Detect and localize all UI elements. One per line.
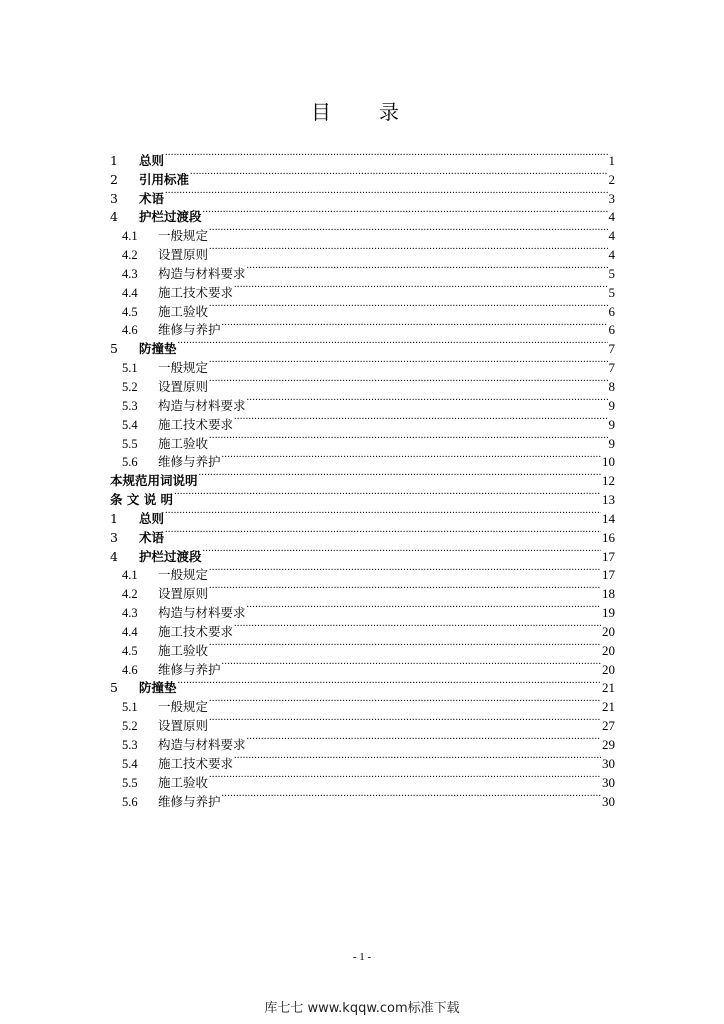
dot-leader bbox=[234, 410, 607, 429]
dot-leader bbox=[199, 466, 601, 485]
toc-entry-page: 2 bbox=[608, 171, 615, 187]
toc-entry-page: 4 bbox=[608, 247, 615, 263]
dot-leader bbox=[247, 391, 608, 410]
toc-entry-number: 5.3 bbox=[122, 738, 138, 752]
toc-entry-number: 4.1 bbox=[122, 568, 138, 583]
toc-entry-page: 30 bbox=[602, 755, 615, 771]
toc-entry-title: 维修与养护 bbox=[158, 322, 221, 338]
dot-leader bbox=[165, 504, 601, 523]
toc-entry-title: 总则 bbox=[139, 510, 165, 526]
toc-entry[interactable] bbox=[110, 504, 615, 526]
watermark-text: 库七七 www.kqqw.com标准下载 bbox=[264, 1001, 460, 1016]
toc-entry-title: 护栏过渡段 bbox=[139, 209, 202, 225]
toc-entry-number: 4.1 bbox=[122, 229, 138, 244]
toc-entry[interactable] bbox=[110, 146, 615, 168]
toc-entry-title: 维修与养护 bbox=[158, 793, 221, 809]
toc-entry-number: 5.4 bbox=[122, 417, 138, 432]
toc-entry-page: 6 bbox=[608, 322, 615, 338]
toc-entry-title: 施工验收 bbox=[158, 435, 209, 451]
toc-entry-page: 7 bbox=[608, 360, 615, 376]
toc-entry-page: 30 bbox=[602, 774, 615, 790]
dot-leader bbox=[222, 316, 608, 335]
toc-entry-number: 5.2 bbox=[122, 719, 138, 734]
table-of-contents bbox=[110, 146, 615, 809]
toc-entry-page: 21 bbox=[602, 680, 615, 696]
toc-entry-title: 施工验收 bbox=[158, 303, 209, 319]
toc-entry-number: 4.4 bbox=[122, 624, 138, 639]
dot-leader bbox=[174, 485, 601, 504]
toc-entry-title: 构造与材料要求 bbox=[158, 397, 246, 413]
toc-entry-number: 4.4 bbox=[122, 285, 138, 300]
dot-leader bbox=[190, 165, 607, 184]
dot-leader bbox=[209, 768, 601, 787]
toc-entry-page: 12 bbox=[602, 473, 615, 489]
toc-entry-page: 9 bbox=[608, 435, 615, 451]
dot-leader bbox=[209, 579, 601, 598]
toc-entry-page: 1 bbox=[608, 152, 615, 168]
toc-entry[interactable] bbox=[110, 203, 615, 225]
dot-leader bbox=[209, 636, 601, 655]
toc-entry-number: 5.1 bbox=[122, 361, 138, 376]
toc-entry-page: 19 bbox=[602, 605, 615, 621]
toc-entry-title: 防撞垫 bbox=[139, 341, 177, 357]
toc-entry[interactable] bbox=[110, 334, 615, 357]
toc-entry-page: 17 bbox=[602, 567, 615, 583]
toc-entry-title: 设置原则 bbox=[158, 247, 209, 263]
toc-entry-title: 术语 bbox=[139, 190, 165, 206]
dot-leader bbox=[234, 278, 607, 297]
toc-entry-page: 16 bbox=[602, 529, 615, 545]
toc-entry-page: 4 bbox=[608, 228, 615, 244]
toc-entry[interactable] bbox=[110, 674, 615, 696]
toc-entry-page: 5 bbox=[608, 265, 615, 281]
toc-entry-number: 1 bbox=[110, 152, 118, 168]
toc-entry-number: 4 bbox=[110, 548, 118, 564]
toc-entry-number: 3 bbox=[110, 190, 118, 206]
toc-entry-page: 20 bbox=[602, 623, 615, 639]
dot-leader bbox=[165, 523, 601, 542]
dot-leader bbox=[203, 542, 601, 561]
toc-entry-page: 27 bbox=[602, 718, 615, 734]
toc-entry-number: 5.2 bbox=[122, 379, 138, 394]
toc-entry-page: 9 bbox=[608, 416, 615, 432]
toc-entry-page: 18 bbox=[602, 586, 615, 602]
toc-entry[interactable] bbox=[110, 184, 615, 206]
dot-leader bbox=[234, 749, 601, 768]
toc-entry-page: 9 bbox=[608, 397, 615, 413]
toc-entry[interactable] bbox=[110, 542, 615, 564]
dot-leader bbox=[247, 259, 608, 278]
dot-leader bbox=[178, 334, 608, 353]
toc-entry-title: 总则 bbox=[139, 152, 165, 168]
dot-leader bbox=[222, 787, 601, 806]
dot-leader bbox=[247, 598, 601, 617]
toc-title: 目 录 bbox=[311, 100, 413, 124]
toc-entry-title: 一般规定 bbox=[158, 699, 209, 715]
toc-entry-title: 防撞垫 bbox=[139, 680, 177, 696]
toc-entry-page: 5 bbox=[608, 284, 615, 300]
toc-entry-page: 30 bbox=[602, 793, 615, 809]
toc-entry-number: 5 bbox=[110, 680, 118, 696]
toc-entry-title: 本规范用词说明 bbox=[110, 473, 198, 489]
toc-entry-title: 施工验收 bbox=[158, 642, 209, 658]
dot-leader bbox=[209, 297, 607, 316]
toc-entry-title: 构造与材料要求 bbox=[158, 605, 246, 621]
toc-entry-page: 17 bbox=[602, 548, 615, 564]
toc-entry-title: 设置原则 bbox=[158, 718, 209, 734]
toc-entry-page: 8 bbox=[608, 378, 615, 394]
toc-entry-page: 29 bbox=[602, 737, 615, 752]
dot-leader bbox=[209, 692, 601, 711]
toc-entry-number: 4.2 bbox=[122, 587, 138, 602]
toc-entry-page: 20 bbox=[602, 642, 615, 658]
dot-leader bbox=[209, 221, 607, 240]
toc-entry-title: 护栏过渡段 bbox=[139, 548, 202, 564]
toc-entry[interactable] bbox=[110, 485, 615, 508]
toc-entry-page: 21 bbox=[602, 699, 615, 715]
toc-entry-number: 5.4 bbox=[122, 756, 138, 771]
toc-entry-number: 5.6 bbox=[122, 455, 138, 470]
toc-entry-number: 5.5 bbox=[122, 436, 138, 451]
dot-leader bbox=[234, 617, 601, 636]
toc-entry-title: 构造与材料要求 bbox=[158, 737, 246, 752]
page-number: - 1 - bbox=[352, 951, 372, 963]
toc-entry-number: 3 bbox=[110, 529, 118, 545]
dot-leader bbox=[222, 448, 601, 467]
toc-entry-number: 4.5 bbox=[122, 643, 138, 658]
dot-leader bbox=[222, 655, 601, 674]
toc-entry-title: 引用标准 bbox=[139, 171, 190, 187]
toc-entry-page: 6 bbox=[608, 303, 615, 319]
toc-entry-number: 5.5 bbox=[122, 775, 138, 790]
dot-leader bbox=[247, 730, 601, 749]
toc-entry-page: 14 bbox=[602, 510, 615, 526]
toc-entry-page: 4 bbox=[608, 209, 615, 225]
toc-entry-number: 5.1 bbox=[122, 700, 138, 715]
toc-entry-title: 施工技术要求 bbox=[158, 755, 234, 771]
toc-entry-title: 维修与养护 bbox=[158, 454, 221, 470]
toc-entry-title: 构造与材料要求 bbox=[158, 265, 246, 281]
toc-entry-number: 5.6 bbox=[122, 794, 138, 809]
dot-leader bbox=[209, 711, 601, 730]
toc-entry-title: 维修与养护 bbox=[158, 661, 221, 677]
toc-entry-title: 设置原则 bbox=[158, 586, 209, 602]
toc-entry-title: 施工技术要求 bbox=[158, 623, 234, 639]
toc-entry[interactable] bbox=[110, 353, 615, 376]
toc-entry-number: 4 bbox=[110, 209, 118, 225]
toc-entry-page: 13 bbox=[602, 492, 615, 508]
toc-entry-number: 4.3 bbox=[122, 606, 138, 621]
toc-entry-number: 4.3 bbox=[122, 266, 138, 281]
toc-entry[interactable] bbox=[110, 523, 615, 545]
dot-leader bbox=[209, 561, 601, 580]
toc-entry-title: 施工技术要求 bbox=[158, 284, 234, 300]
toc-entry-title: 施工验收 bbox=[158, 774, 209, 790]
toc-entry[interactable] bbox=[110, 692, 615, 715]
toc-entry-title: 一般规定 bbox=[158, 360, 209, 376]
toc-entry-number: 4.5 bbox=[122, 304, 138, 319]
dot-leader bbox=[209, 372, 607, 391]
toc-entry-title: 一般规定 bbox=[158, 567, 209, 583]
toc-entry[interactable] bbox=[110, 165, 615, 187]
dot-leader bbox=[165, 184, 607, 203]
toc-entry-title: 施工技术要求 bbox=[158, 416, 234, 432]
dot-leader bbox=[209, 429, 607, 448]
toc-entry-title: 一般规定 bbox=[158, 228, 209, 244]
toc-entry-title: 术语 bbox=[139, 529, 165, 545]
dot-leader bbox=[203, 203, 608, 222]
dot-leader bbox=[165, 146, 607, 165]
toc-entry-page: 7 bbox=[608, 341, 615, 357]
toc-entry-number: 4.6 bbox=[122, 323, 138, 338]
toc-entry-title: 条 文 说 明 bbox=[110, 492, 174, 508]
dot-leader bbox=[209, 240, 607, 259]
toc-entry-number: 4.6 bbox=[122, 662, 138, 677]
dot-leader bbox=[178, 674, 601, 693]
dot-leader bbox=[209, 353, 607, 372]
toc-entry-title: 设置原则 bbox=[158, 378, 209, 394]
toc-entry-number: 5.3 bbox=[122, 398, 138, 413]
toc-entry-number: 2 bbox=[110, 171, 118, 187]
toc-entry-number: 1 bbox=[110, 510, 118, 526]
toc-entry-number: 4.2 bbox=[122, 248, 138, 263]
toc-entry-page: 20 bbox=[602, 661, 615, 677]
toc-entry-number: 5 bbox=[110, 341, 118, 357]
toc-entry-page: 10 bbox=[602, 454, 615, 470]
toc-entry-page: 3 bbox=[608, 190, 615, 206]
